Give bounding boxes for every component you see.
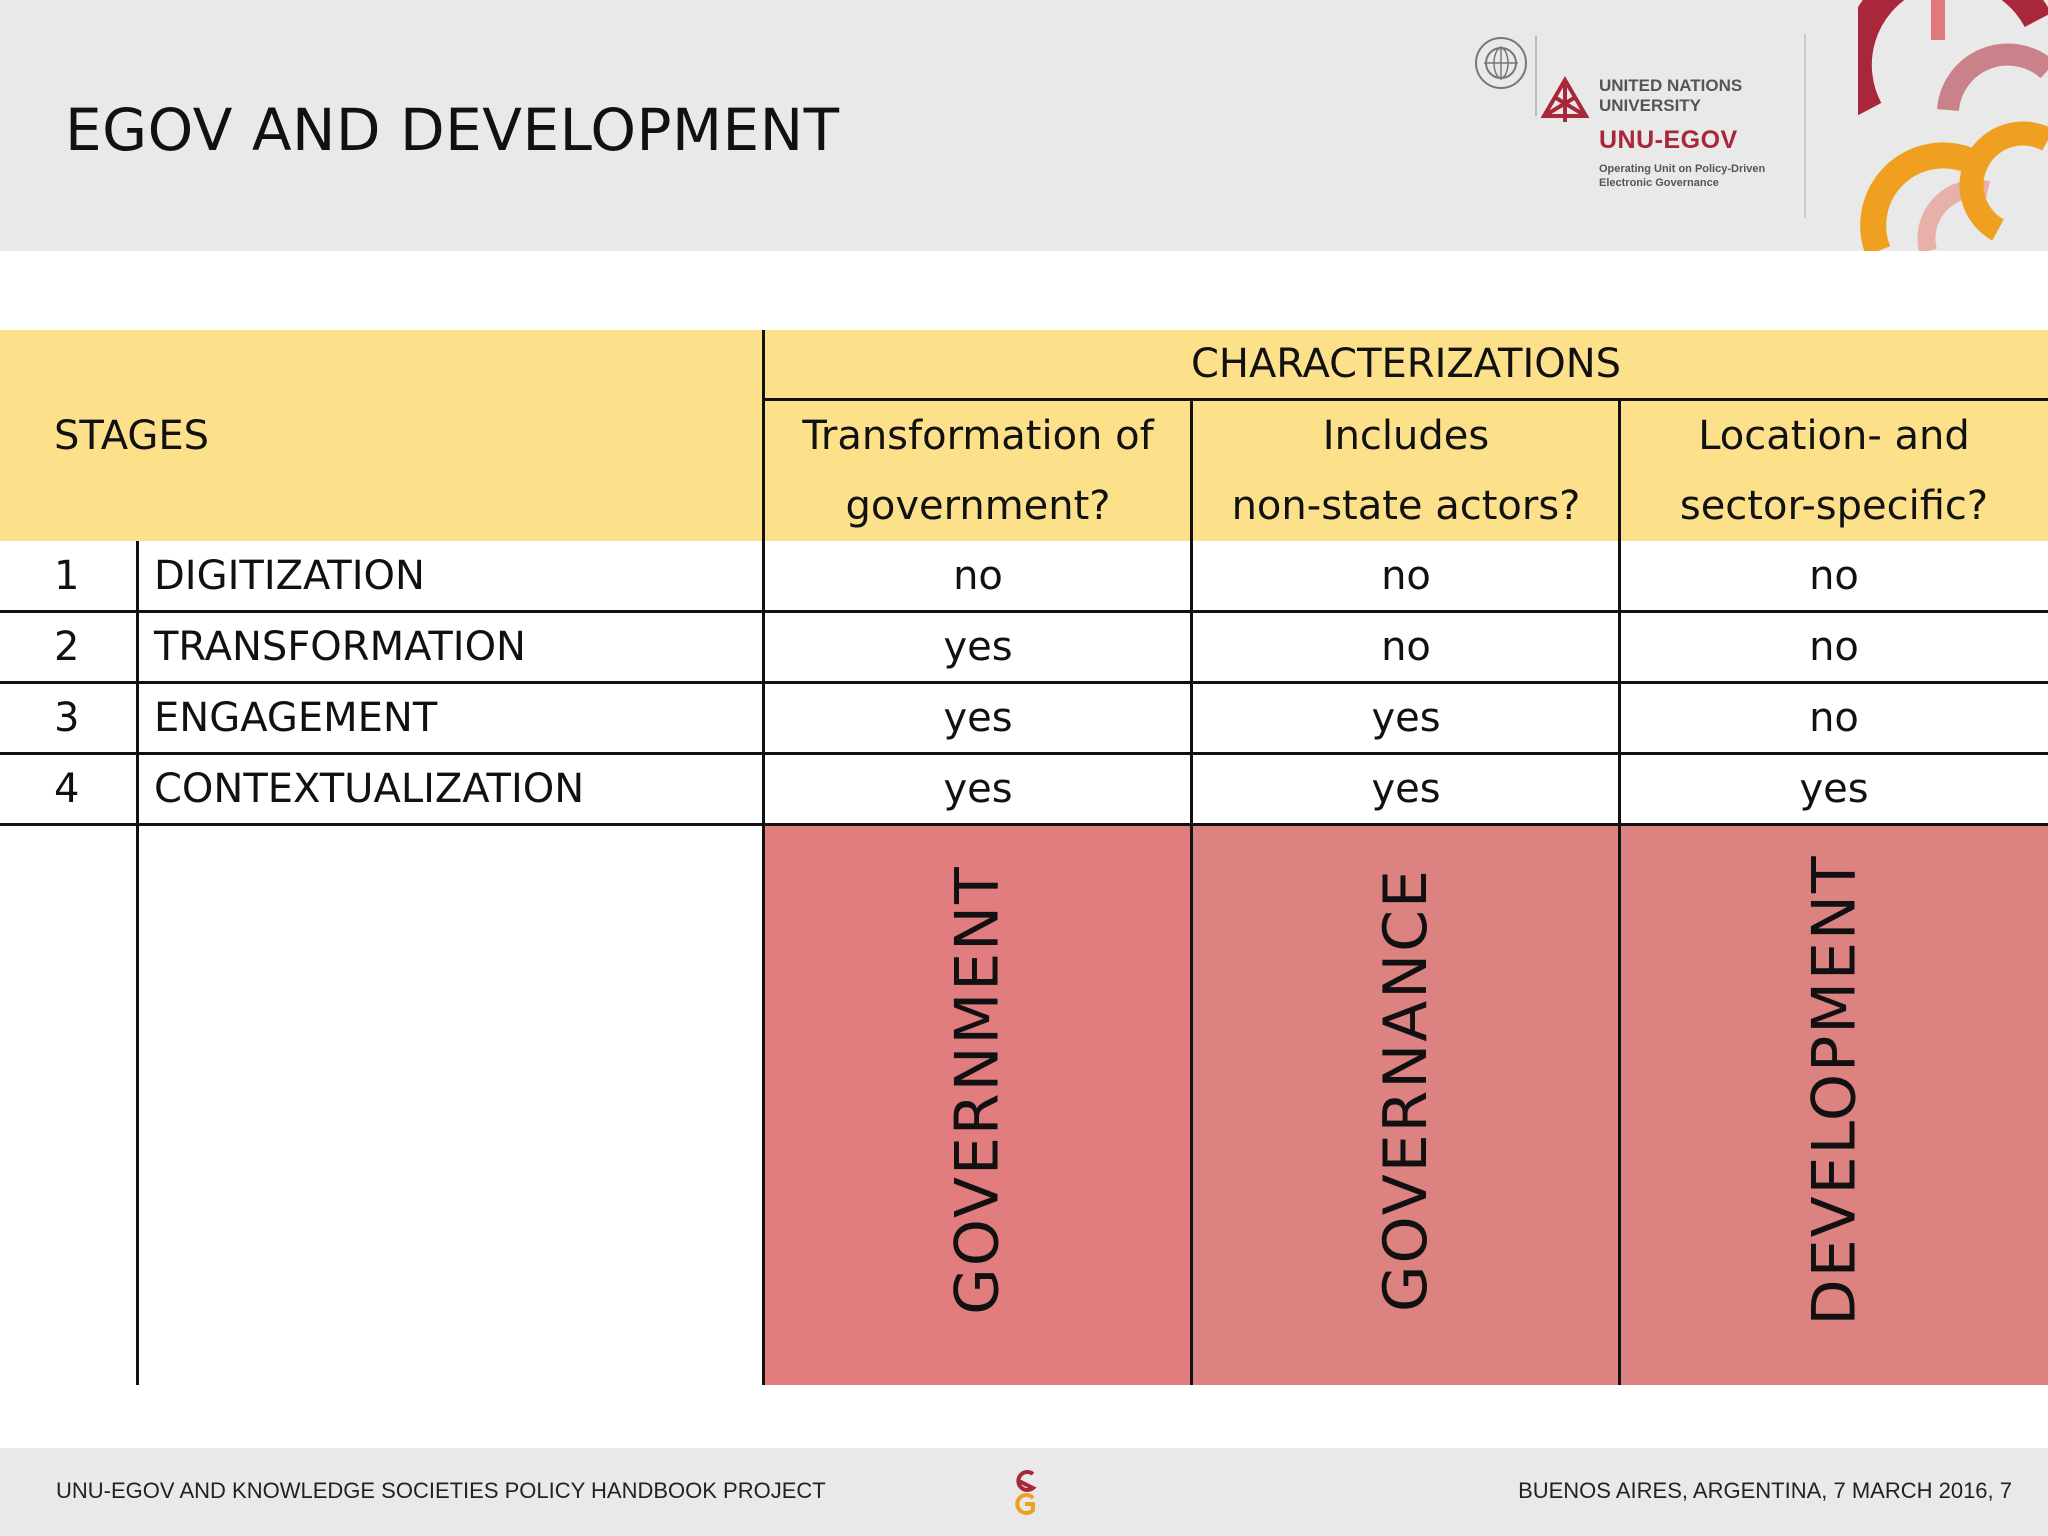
stage-name: DIGITIZATION xyxy=(154,552,425,599)
unit-desc-line-1: Operating Unit on Policy-Driven xyxy=(1599,163,1766,175)
stage-name: ENGAGEMENT xyxy=(154,694,438,741)
table-cell: no xyxy=(1809,694,1859,741)
column-header-line: Location- and xyxy=(1698,413,1970,459)
table-cell: yes xyxy=(943,623,1013,670)
band-label-government xyxy=(764,865,1192,1315)
org-line-2: UNIVERSITY xyxy=(1599,96,1702,115)
unit-desc-line-2: Electronic Governance xyxy=(1599,177,1719,189)
column-header-line: sector-specific? xyxy=(1679,483,1989,529)
org-line-1: UNITED NATIONS xyxy=(1599,76,1743,95)
table-cell: no xyxy=(953,552,1003,599)
column-header-line: Transformation of xyxy=(802,413,1154,459)
footer-location-date: BUENOS AIRES, ARGENTINA, 7 MARCH 2016, 7 xyxy=(1518,1478,2012,1503)
stage-name: TRANSFORMATION xyxy=(154,623,526,670)
stages-header: STAGES xyxy=(54,413,210,459)
h-line xyxy=(0,823,2048,826)
characterizations-header: CHARACTERIZATIONS xyxy=(1190,341,1622,387)
row-number: 3 xyxy=(54,694,80,741)
table-cell: yes xyxy=(943,694,1013,741)
table-cell: yes xyxy=(943,765,1013,812)
table-cell: yes xyxy=(1799,765,1869,812)
row-number: 4 xyxy=(54,765,80,812)
table-cell: no xyxy=(1809,552,1859,599)
band-label-governance xyxy=(1192,870,1620,1310)
column-header-line: non-state actors? xyxy=(1231,483,1581,529)
table-cell: no xyxy=(1809,623,1859,670)
column-header-location xyxy=(1620,401,2048,541)
band-label-development xyxy=(1620,854,2048,1326)
table-cell: no xyxy=(1381,623,1431,670)
footer-project: UNU-EGOV AND KNOWLEDGE SOCIETIES POLICY HANDBOOK PROJECT xyxy=(56,1478,826,1503)
column-header-line: Includes xyxy=(1322,413,1490,459)
column-header-non-state xyxy=(1192,401,1620,541)
unu-egov-label: UNU-EGOV xyxy=(1599,126,1738,154)
table-cell: yes xyxy=(1371,765,1441,812)
band-label-text: GOVERNMENT xyxy=(943,865,1013,1315)
v-line xyxy=(136,541,139,1385)
slide-title: EGOV AND DEVELOPMENT xyxy=(65,96,840,164)
column-header-line: government? xyxy=(845,483,1111,529)
stage-name: CONTEXTUALIZATION xyxy=(154,765,585,812)
slide-footer xyxy=(0,1448,2048,1536)
band-label-text: DEVELOPMENT xyxy=(1799,854,1870,1326)
column-header-transformation xyxy=(764,401,1192,541)
row-number: 2 xyxy=(54,623,80,670)
table-cell: no xyxy=(1381,552,1431,599)
row-number: 1 xyxy=(54,552,80,599)
egov-mark-icon xyxy=(1011,1466,1039,1516)
table-cell: yes xyxy=(1371,694,1441,741)
band-label-text: GOVERNANCE xyxy=(1371,868,1441,1312)
